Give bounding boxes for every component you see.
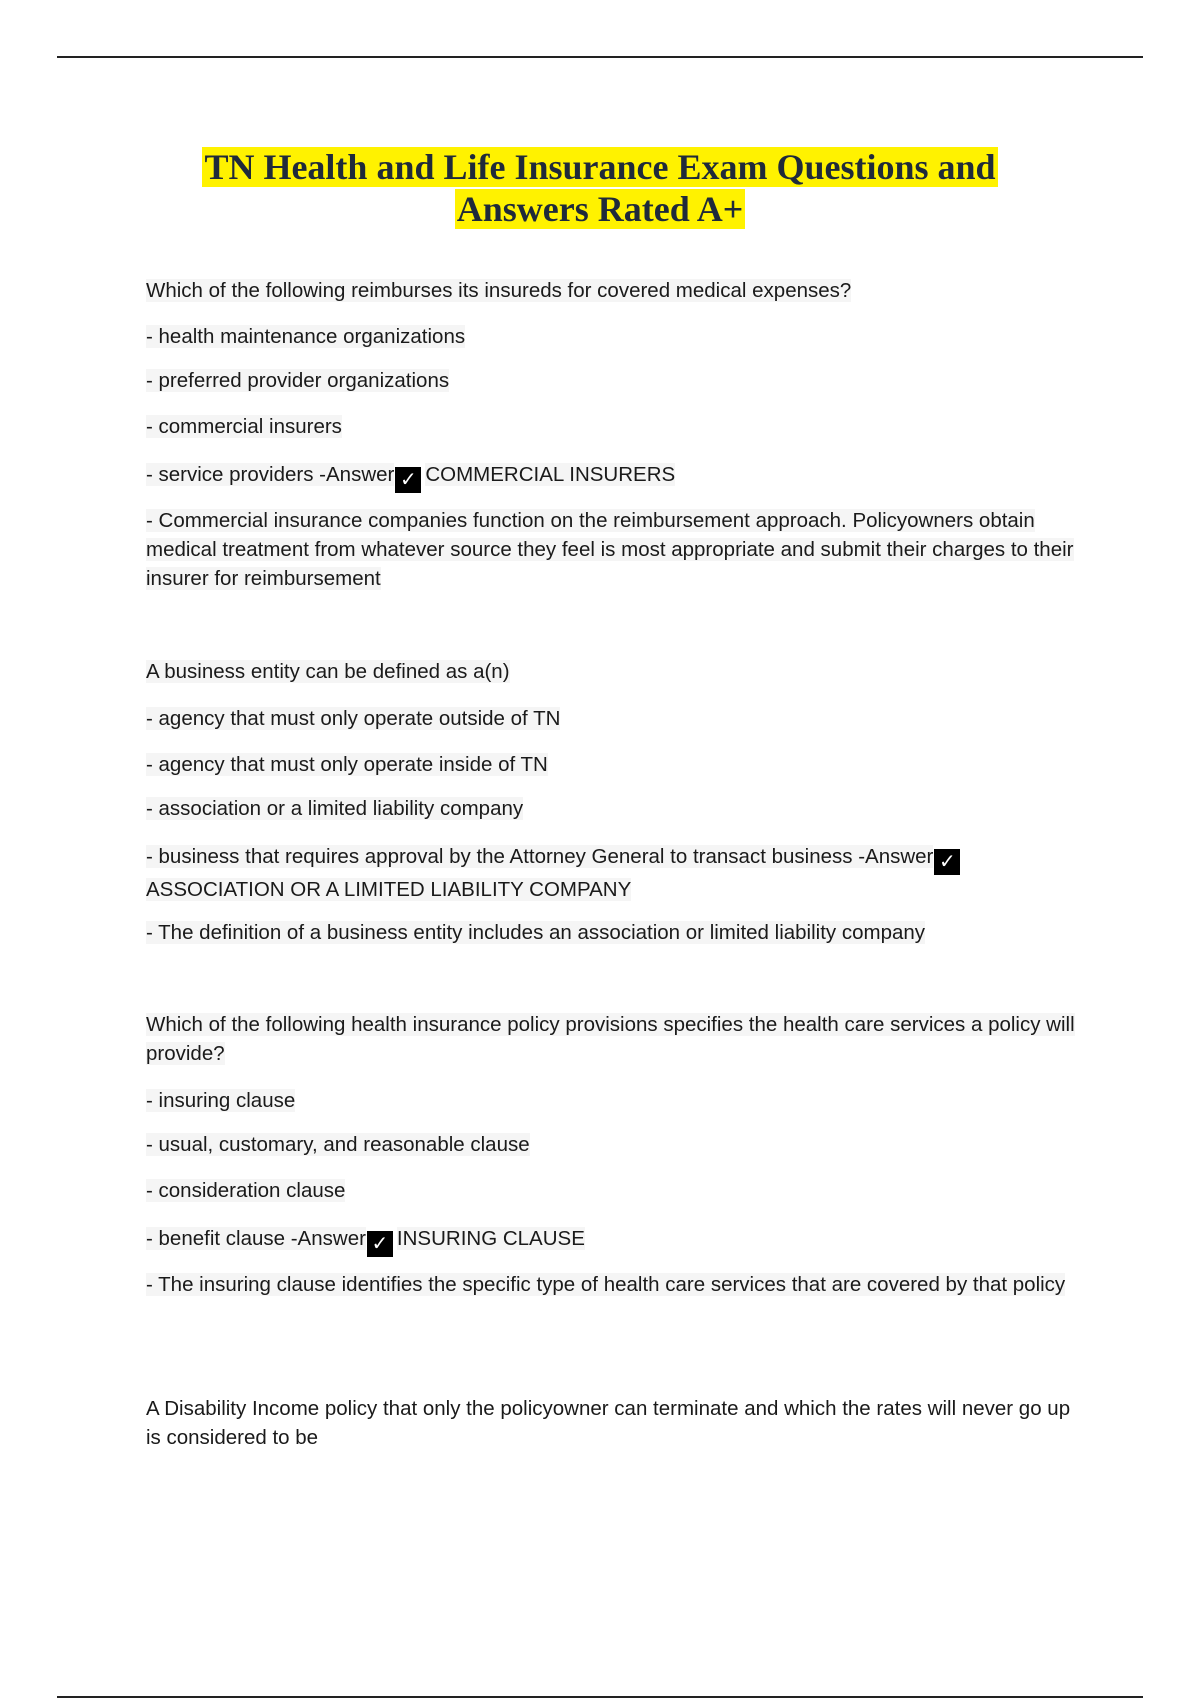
answer-text: COMMERCIAL INSURERS (425, 463, 676, 486)
option: - agency that must only operate outside of TN (146, 707, 561, 730)
answer-text: ASSOCIATION OR A LIMITED LIABILITY COMPANY (146, 878, 632, 901)
option: - health maintenance organizations (146, 325, 466, 348)
question-block-2 (146, 657, 510, 686)
title-line-1: TN Health and Life Insurance Exam Questions and (204, 147, 996, 187)
bottom-rule (57, 1696, 1143, 1698)
question-text: Which of the following reimburses its insureds for covered medical expenses? (146, 279, 852, 302)
explanation: - Commercial insurance companies function on the reimbursement approach. Policyowners obtain medical treatment from whatever source they feel is most appropriate and submit their charges to their insurer for reimbursement (146, 509, 1074, 590)
top-rule (57, 56, 1143, 58)
question-block-4 (146, 1394, 1076, 1452)
option: - agency that must only operate inside of TN (146, 753, 548, 776)
answer-line: - service providers -Answer ✓ COMMERCIAL INSURERS (146, 463, 676, 491)
checkmark-icon: ✓ (367, 1231, 393, 1257)
answer-marker: -Answer (858, 845, 934, 868)
option: - commercial insurers (146, 415, 342, 438)
question-block-1 (146, 276, 851, 305)
option: - consideration clause (146, 1179, 346, 1202)
checkmark-icon: ✓ (934, 849, 960, 875)
checkmark-icon: ✓ (395, 467, 421, 493)
explanation: - The definition of a business entity includes an association or limited liability company (146, 921, 926, 944)
question-text: Which of the following health insurance policy provisions specifies the health care services a policy will provide? (146, 1013, 1075, 1065)
option: - usual, customary, and reasonable clause (146, 1133, 530, 1156)
answer-text: INSURING CLAUSE (396, 1227, 585, 1250)
answer-marker: -Answer (319, 463, 395, 486)
answer-line: - benefit clause -Answer ✓ INSURING CLAUSE (146, 1227, 585, 1255)
option: - preferred provider organizations (146, 369, 450, 392)
option: - insuring clause (146, 1089, 296, 1112)
question-text: A Disability Income policy that only the policyowner can terminate and which the rates will never go up is considered to be (146, 1397, 1071, 1449)
question-text: A business entity can be defined as a(n) (146, 660, 510, 683)
answer-marker: -Answer (290, 1227, 366, 1250)
answer-line: - business that requires approval by the Attorney General to transact business -Answer ✓ ASSOCIATION OR A LIMITED LIABILITY COMPANY (146, 842, 1076, 904)
title-line-2: Answers Rated A+ (456, 189, 744, 229)
option: - association or a limited liability company (146, 797, 524, 820)
explanation: - The insuring clause identifies the specific type of health care services that are covered by that policy (146, 1273, 1066, 1296)
question-block-3 (146, 1010, 1076, 1068)
page-title (0, 146, 1200, 230)
